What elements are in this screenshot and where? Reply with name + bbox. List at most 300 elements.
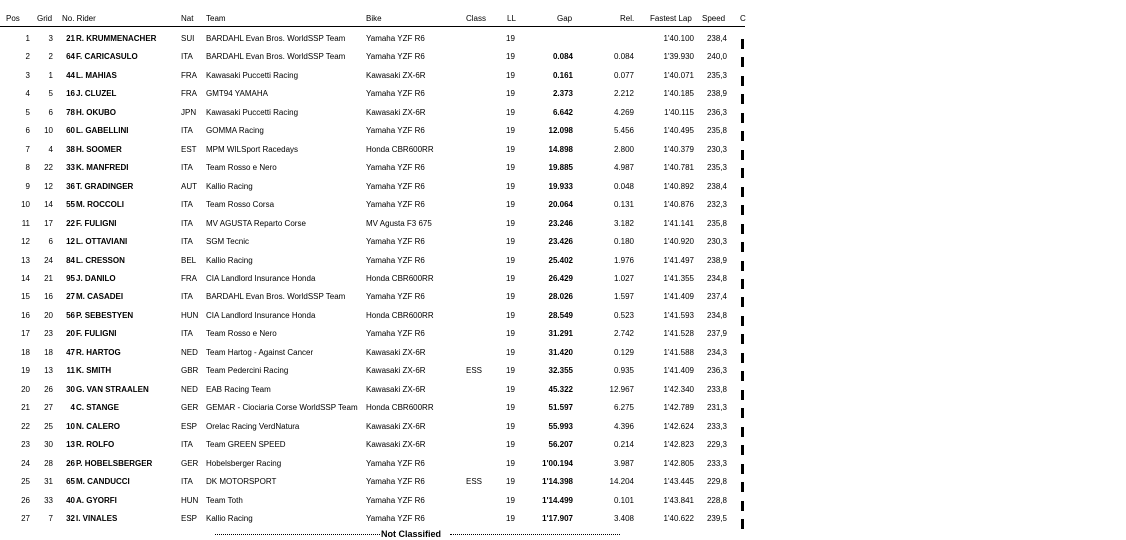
cell-pos: 7 <box>25 144 30 154</box>
cell-gap: 1'14.398 <box>542 477 573 487</box>
cell-bike: Honda CBR600RR <box>366 310 434 320</box>
cell-speed: 231,3 <box>706 403 727 413</box>
cell-ll: 19 <box>506 144 515 154</box>
cell-rel: 3.408 <box>613 513 634 523</box>
cell-grid: 21 <box>44 273 53 283</box>
cell-no: 40 <box>66 495 75 505</box>
cell-gap: 31.420 <box>548 347 573 357</box>
cell-nat: NED <box>181 347 198 357</box>
cell-bike: Kawasaki ZX-6R <box>366 70 426 80</box>
cell-nat: GER <box>181 403 199 413</box>
cell-gap: 45.322 <box>548 384 573 394</box>
cell-pos: 5 <box>25 107 30 117</box>
cell-no: 64 <box>66 52 75 62</box>
cell-speed: 239,5 <box>706 513 727 523</box>
cell-pos: 6 <box>25 126 30 136</box>
cell-fastest-lap: 1'42.823 <box>663 440 694 450</box>
cell-fastest-lap: 1'42.805 <box>663 458 694 468</box>
cell-fastest-lap: 1'41.409 <box>663 366 694 376</box>
cell-grid: 4 <box>48 144 53 154</box>
table-row <box>0 178 745 196</box>
cell-ll: 19 <box>506 403 515 413</box>
cell-rider: P. HOBELSBERGER <box>76 458 153 468</box>
cell-bike: Honda CBR600RR <box>366 403 434 413</box>
cell-fastest-lap: 1'43.445 <box>663 477 694 487</box>
cell-ll: 19 <box>506 347 515 357</box>
cell-team: Team Pedercini Racing <box>206 366 289 376</box>
cell-ll: 19 <box>506 163 515 173</box>
cell-bike: Yamaha YZF R6 <box>366 329 425 339</box>
table-row <box>0 215 745 233</box>
cell-gap: 31.291 <box>548 329 573 339</box>
col-nat: Nat <box>181 14 194 23</box>
cell-pos: 12 <box>21 237 30 247</box>
cell-bike: Yamaha YZF R6 <box>366 458 425 468</box>
cell-bike: Yamaha YZF R6 <box>366 292 425 302</box>
cell-nat: EST <box>181 144 197 154</box>
cell-team: Hobelsberger Racing <box>206 458 282 468</box>
cell-no: 38 <box>66 144 75 154</box>
cell-rel: 0.214 <box>613 440 634 450</box>
cell-nat: AUT <box>181 181 197 191</box>
col-pos: Pos <box>6 14 20 23</box>
cell-no: 4 <box>70 403 75 413</box>
cell-rel: 0.180 <box>613 237 634 247</box>
cell-rider: A. GYORFI <box>76 495 117 505</box>
cell-nat: ESP <box>181 421 198 431</box>
cell-speed: 238,4 <box>706 181 727 191</box>
cell-gap: 2.373 <box>552 89 573 99</box>
cell-grid: 27 <box>44 403 53 413</box>
table-row <box>0 104 745 122</box>
cell-team: Kawasaki Puccetti Racing <box>206 70 299 80</box>
cell-ll: 19 <box>506 237 515 247</box>
cell-team: EAB Racing Team <box>206 384 271 394</box>
table-row <box>0 48 745 66</box>
cell-grid: 18 <box>44 347 53 357</box>
cell-fastest-lap: 1'41.528 <box>663 329 694 339</box>
cell-ll: 19 <box>506 70 515 80</box>
cell-pos: 13 <box>21 255 30 265</box>
cell-fastest-lap: 1'41.355 <box>663 273 694 283</box>
cell-gap: 23.246 <box>548 218 573 228</box>
cell-no: 44 <box>66 70 75 80</box>
cell-speed: 230,3 <box>706 237 727 247</box>
cell-team: CIA Landlord Insurance Honda <box>206 310 316 320</box>
cell-gap: 19.933 <box>548 181 573 191</box>
table-row <box>0 196 745 214</box>
col-team: Team <box>206 14 226 23</box>
cell-rel: 0.077 <box>613 70 634 80</box>
cell-fastest-lap: 1'40.115 <box>664 107 694 117</box>
cell-no: 26 <box>66 458 75 468</box>
cell-rel: 0.523 <box>613 310 634 320</box>
cell-speed: 238,4 <box>706 34 727 43</box>
cell-fastest-lap: 1'41.588 <box>663 347 694 357</box>
cell-rider: C. STANGE <box>76 403 119 413</box>
cell-fastest-lap: 1'41.409 <box>663 292 694 302</box>
cell-grid: 20 <box>44 310 53 320</box>
cell-bike: Kawasaki ZX-6R <box>366 384 426 394</box>
cell-team: Team GREEN SPEED <box>206 440 286 450</box>
cell-rider: J. DANILO <box>76 273 116 283</box>
cell-speed: 234,8 <box>706 273 727 283</box>
cell-bike: Yamaha YZF R6 <box>366 513 425 523</box>
cell-team: Orelac Racing VerdNatura <box>206 421 300 431</box>
cell-ll: 19 <box>506 89 515 99</box>
cell-rider: F. CARICASULO <box>76 52 138 62</box>
cell-rider: G. VAN STRAALEN <box>76 384 149 394</box>
cell-grid: 5 <box>48 89 53 99</box>
table-row <box>0 252 745 270</box>
cell-pos: 8 <box>25 163 30 173</box>
cell-team: Team Rosso Corsa <box>206 200 275 210</box>
cell-rel: 1.027 <box>613 273 634 283</box>
cell-bike: MV Agusta F3 675 <box>366 218 432 228</box>
cell-speed: 237,9 <box>706 329 727 339</box>
cell-bike: Yamaha YZF R6 <box>366 477 425 487</box>
cell-no: 20 <box>66 329 75 339</box>
cell-speed: 234,8 <box>706 310 727 320</box>
cell-pos: 25 <box>21 477 30 487</box>
cell-speed: 229,3 <box>706 440 727 450</box>
cell-team: BARDAHL Evan Bros. WorldSSP Team <box>206 52 346 62</box>
col-fastest-lap: Fastest Lap <box>650 14 692 23</box>
cell-gap: 55.993 <box>548 421 573 431</box>
cell-bike: Yamaha YZF R6 <box>366 181 425 191</box>
cell-grid: 6 <box>48 237 53 247</box>
cell-pos: 27 <box>21 513 30 523</box>
cell-fastest-lap: 1'40.876 <box>663 200 694 210</box>
cell-bike: Yamaha YZF R6 <box>366 163 425 173</box>
cell-rel: 2.800 <box>613 144 634 154</box>
col-bike: Bike <box>366 14 382 23</box>
cell-fastest-lap: 1'40.920 <box>663 237 694 247</box>
cell-ll: 19 <box>506 181 515 191</box>
cell-speed: 233,3 <box>706 421 727 431</box>
cell-pos: 15 <box>21 292 30 302</box>
cell-pos: 4 <box>25 89 30 99</box>
cell-bike: Yamaha YZF R6 <box>366 52 425 62</box>
cell-rider: M. CANDUCCI <box>76 477 130 487</box>
cell-speed: 230,3 <box>706 144 727 154</box>
cell-grid: 16 <box>44 292 53 302</box>
cell-speed: 236,3 <box>706 107 727 117</box>
cell-fastest-lap: 1'41.593 <box>663 310 694 320</box>
col-ll: LL <box>507 14 516 23</box>
cell-speed: 234,3 <box>706 347 727 357</box>
cell-bike: Kawasaki ZX-6R <box>366 347 426 357</box>
cell-no: 56 <box>66 310 75 320</box>
cell-grid: 2 <box>48 52 53 62</box>
table-row <box>0 30 745 48</box>
cell-no: 78 <box>66 107 75 117</box>
cell-pos: 9 <box>25 181 30 191</box>
cell-rider: M. CASADEI <box>76 292 124 302</box>
cell-team: Kallio Racing <box>206 513 253 523</box>
cell-team: DK MOTORSPORT <box>206 477 277 487</box>
cell-rel: 0.101 <box>613 495 634 505</box>
cell-grid: 31 <box>44 477 53 487</box>
cell-no: 47 <box>66 347 75 357</box>
cell-team: GMT94 YAMAHA <box>206 89 268 99</box>
col-no-rider: No. Rider <box>62 14 96 23</box>
cell-team: SGM Tecnic <box>206 237 249 247</box>
table-row <box>0 399 745 417</box>
cell-grid: 13 <box>44 366 53 376</box>
cell-speed: 229,8 <box>706 477 727 487</box>
cell-nat: ITA <box>181 163 193 173</box>
cell-gap: 25.402 <box>548 255 573 265</box>
cell-gap: 26.429 <box>548 273 573 283</box>
cell-rel: 1.597 <box>613 292 634 302</box>
cell-rel: 2.212 <box>613 89 634 99</box>
cell-no: 10 <box>66 421 75 431</box>
cell-gap: 28.549 <box>548 310 573 320</box>
cell-gap: 56.207 <box>548 440 573 450</box>
cell-gap: 1'00.194 <box>542 458 573 468</box>
cell-rider: K. MANFREDI <box>76 163 129 173</box>
cell-team: Team Toth <box>206 495 243 505</box>
cell-rel: 0.048 <box>613 181 634 191</box>
cell-nat: ITA <box>181 200 193 210</box>
cell-pos: 24 <box>21 458 30 468</box>
col-grid: Grid <box>37 14 53 23</box>
cell-no: 30 <box>66 384 75 394</box>
cell-bike: Yamaha YZF R6 <box>366 34 425 43</box>
cell-speed: 235,8 <box>706 218 727 228</box>
cell-bike: Yamaha YZF R6 <box>366 200 425 210</box>
cell-grid: 7 <box>48 513 53 523</box>
cell-rider: N. CALERO <box>76 421 120 431</box>
col-speed: Speed <box>702 14 726 23</box>
cell-pos: 16 <box>21 310 30 320</box>
not-classified-label: Not Classified <box>381 529 442 539</box>
cell-ll: 19 <box>506 421 515 431</box>
cell-bike: Yamaha YZF R6 <box>366 237 425 247</box>
cell-rel: 0.129 <box>613 347 634 357</box>
cell-rel: 0.084 <box>613 52 634 62</box>
cell-pos: 19 <box>21 366 30 376</box>
cell-team: MPM WILSport Racedays <box>206 144 299 154</box>
cell-bike: Kawasaki ZX-6R <box>366 366 426 376</box>
cell-team: Kawasaki Puccetti Racing <box>206 107 299 117</box>
cell-gap: 6.642 <box>552 107 573 117</box>
cell-ll: 19 <box>506 495 515 505</box>
cell-grid: 26 <box>44 384 53 394</box>
cell-bike: Kawasaki ZX-6R <box>366 421 426 431</box>
table-row <box>0 418 745 436</box>
cell-rel: 14.204 <box>609 477 634 487</box>
table-row <box>0 159 745 177</box>
cell-grid: 33 <box>44 495 53 505</box>
cell-team: Team Rosso e Nero <box>206 163 277 173</box>
table-row <box>0 325 745 343</box>
cell-nat: ITA <box>181 440 193 450</box>
cell-team: BARDAHL Evan Bros. WorldSSP Team <box>206 292 346 302</box>
cell-gap: 20.064 <box>548 200 573 210</box>
cell-grid: 10 <box>44 126 53 136</box>
cell-rider: T. GRADINGER <box>76 181 134 191</box>
cell-speed: 237,4 <box>706 292 727 302</box>
table-row <box>0 473 745 491</box>
cell-team: Kallio Racing <box>206 181 253 191</box>
row-edge-mark <box>741 519 744 529</box>
cell-nat: HUN <box>181 495 199 505</box>
cell-nat: FRA <box>181 89 197 99</box>
cell-nat: FRA <box>181 70 197 80</box>
cell-no: 12 <box>66 237 75 247</box>
cell-pos: 1 <box>25 34 30 43</box>
cell-rel: 4.269 <box>613 107 634 117</box>
cell-rider: J. CLUZEL <box>76 89 117 99</box>
table-row <box>0 455 745 473</box>
cell-rel: 0.935 <box>613 366 634 376</box>
table-row <box>0 492 745 510</box>
cell-bike: Yamaha YZF R6 <box>366 255 425 265</box>
cell-ll: 19 <box>506 477 515 487</box>
cell-nat: SUI <box>181 34 195 43</box>
cell-fastest-lap: 1'42.789 <box>663 403 694 413</box>
cell-pos: 10 <box>21 200 30 210</box>
cell-nat: HUN <box>181 310 199 320</box>
cell-fastest-lap: 1'39.930 <box>663 52 694 62</box>
col-extra: C <box>740 14 746 23</box>
cell-no: 11 <box>66 366 75 376</box>
cell-fastest-lap: 1'40.495 <box>663 126 694 136</box>
footer-rule-left <box>215 534 380 535</box>
cell-gap: 0.084 <box>552 52 573 62</box>
cell-grid: 28 <box>44 458 53 468</box>
cell-pos: 23 <box>21 440 30 450</box>
cell-team: BARDAHL Evan Bros. WorldSSP Team <box>206 34 346 43</box>
cell-speed: 238,9 <box>706 89 727 99</box>
cell-gap: 1'14.499 <box>542 495 573 505</box>
cell-nat: ITA <box>181 292 193 302</box>
cell-pos: 3 <box>25 70 30 80</box>
cell-rider: L. OTTAVIANI <box>76 237 128 247</box>
cell-rel: 3.987 <box>613 458 634 468</box>
cell-no: 84 <box>66 255 75 265</box>
cell-ll: 19 <box>506 366 515 376</box>
cell-rel: 4.987 <box>613 163 634 173</box>
cell-team: MV AGUSTA Reparto Corse <box>206 218 306 228</box>
cell-pos: 2 <box>25 52 30 62</box>
cell-rider: F. FULIGNI <box>76 329 117 339</box>
cell-bike: Yamaha YZF R6 <box>366 495 425 505</box>
cell-grid: 3 <box>48 34 53 43</box>
cell-rider: L. CRESSON <box>76 255 125 265</box>
cell-gap: 1'17.907 <box>542 513 573 523</box>
cell-ll: 19 <box>506 384 515 394</box>
cell-ll: 19 <box>506 107 515 117</box>
cell-ll: 19 <box>506 126 515 136</box>
table-row <box>0 141 745 159</box>
cell-nat: BEL <box>181 255 197 265</box>
cell-nat: GBR <box>181 366 199 376</box>
cell-team: GEMAR - Ciociaria Corse WorldSSP Team <box>206 403 358 413</box>
cell-speed: 233,8 <box>706 384 727 394</box>
table-row <box>0 122 745 140</box>
cell-nat: NED <box>181 384 198 394</box>
cell-no: 60 <box>66 126 75 136</box>
cell-speed: 235,3 <box>706 163 727 173</box>
cell-fastest-lap: 1'40.622 <box>663 513 694 523</box>
cell-grid: 6 <box>48 107 53 117</box>
cell-rider: F. FULIGNI <box>76 218 117 228</box>
cell-pos: 11 <box>21 218 30 228</box>
cell-nat: ITA <box>181 329 193 339</box>
cell-nat: ITA <box>181 237 193 247</box>
cell-fastest-lap: 1'40.379 <box>663 144 694 154</box>
cell-nat: ITA <box>181 477 193 487</box>
cell-class: ESS <box>465 366 482 376</box>
cell-grid: 24 <box>44 255 53 265</box>
cell-team: Kallio Racing <box>206 255 253 265</box>
cell-rider: P. SEBESTYEN <box>76 310 134 320</box>
table-row <box>0 307 745 325</box>
cell-ll: 19 <box>506 329 515 339</box>
cell-speed: 236,3 <box>706 366 727 376</box>
cell-team: Team Hartog - Against Cancer <box>206 347 314 357</box>
table-row <box>0 362 745 380</box>
cell-pos: 17 <box>21 329 30 339</box>
cell-pos: 18 <box>21 347 30 357</box>
cell-fastest-lap: 1'41.141 <box>663 218 694 228</box>
cell-no: 65 <box>66 477 75 487</box>
cell-gap: 0.161 <box>552 70 573 80</box>
cell-rider: L. GABELLINI <box>76 126 129 136</box>
cell-grid: 25 <box>44 421 53 431</box>
cell-ll: 19 <box>506 513 515 523</box>
header-rule <box>0 26 745 27</box>
cell-fastest-lap: 1'41.497 <box>663 255 694 265</box>
cell-speed: 232,3 <box>706 200 727 210</box>
cell-nat: ITA <box>181 126 193 136</box>
col-gap: Gap <box>557 14 573 23</box>
cell-gap: 28.026 <box>548 292 573 302</box>
cell-gap: 23.426 <box>548 237 573 247</box>
cell-grid: 14 <box>44 200 53 210</box>
cell-nat: ITA <box>181 218 193 228</box>
cell-bike: Kawasaki ZX-6R <box>366 440 426 450</box>
footer-rule-right <box>450 534 620 535</box>
cell-pos: 20 <box>21 384 30 394</box>
cell-team: Team Rosso e Nero <box>206 329 277 339</box>
cell-speed: 235,8 <box>706 126 727 136</box>
cell-bike: Honda CBR600RR <box>366 273 434 283</box>
cell-fastest-lap: 1'42.340 <box>663 384 694 394</box>
cell-fastest-lap: 1'43.841 <box>663 495 694 505</box>
cell-ll: 19 <box>506 310 515 320</box>
cell-gap: 12.098 <box>548 126 573 136</box>
table-row <box>0 510 745 528</box>
cell-no: 33 <box>66 163 75 173</box>
cell-speed: 233,3 <box>706 458 727 468</box>
cell-speed: 240,0 <box>706 52 727 62</box>
cell-grid: 17 <box>44 218 53 228</box>
cell-rel: 12.967 <box>609 384 634 394</box>
table-row <box>0 381 745 399</box>
cell-grid: 22 <box>44 163 53 173</box>
cell-ll: 19 <box>506 218 515 228</box>
cell-ll: 19 <box>506 52 515 62</box>
cell-ll: 19 <box>506 255 515 265</box>
table-row <box>0 436 745 454</box>
cell-rel: 4.396 <box>613 421 634 431</box>
cell-no: 55 <box>66 200 75 210</box>
cell-pos: 14 <box>21 273 30 283</box>
